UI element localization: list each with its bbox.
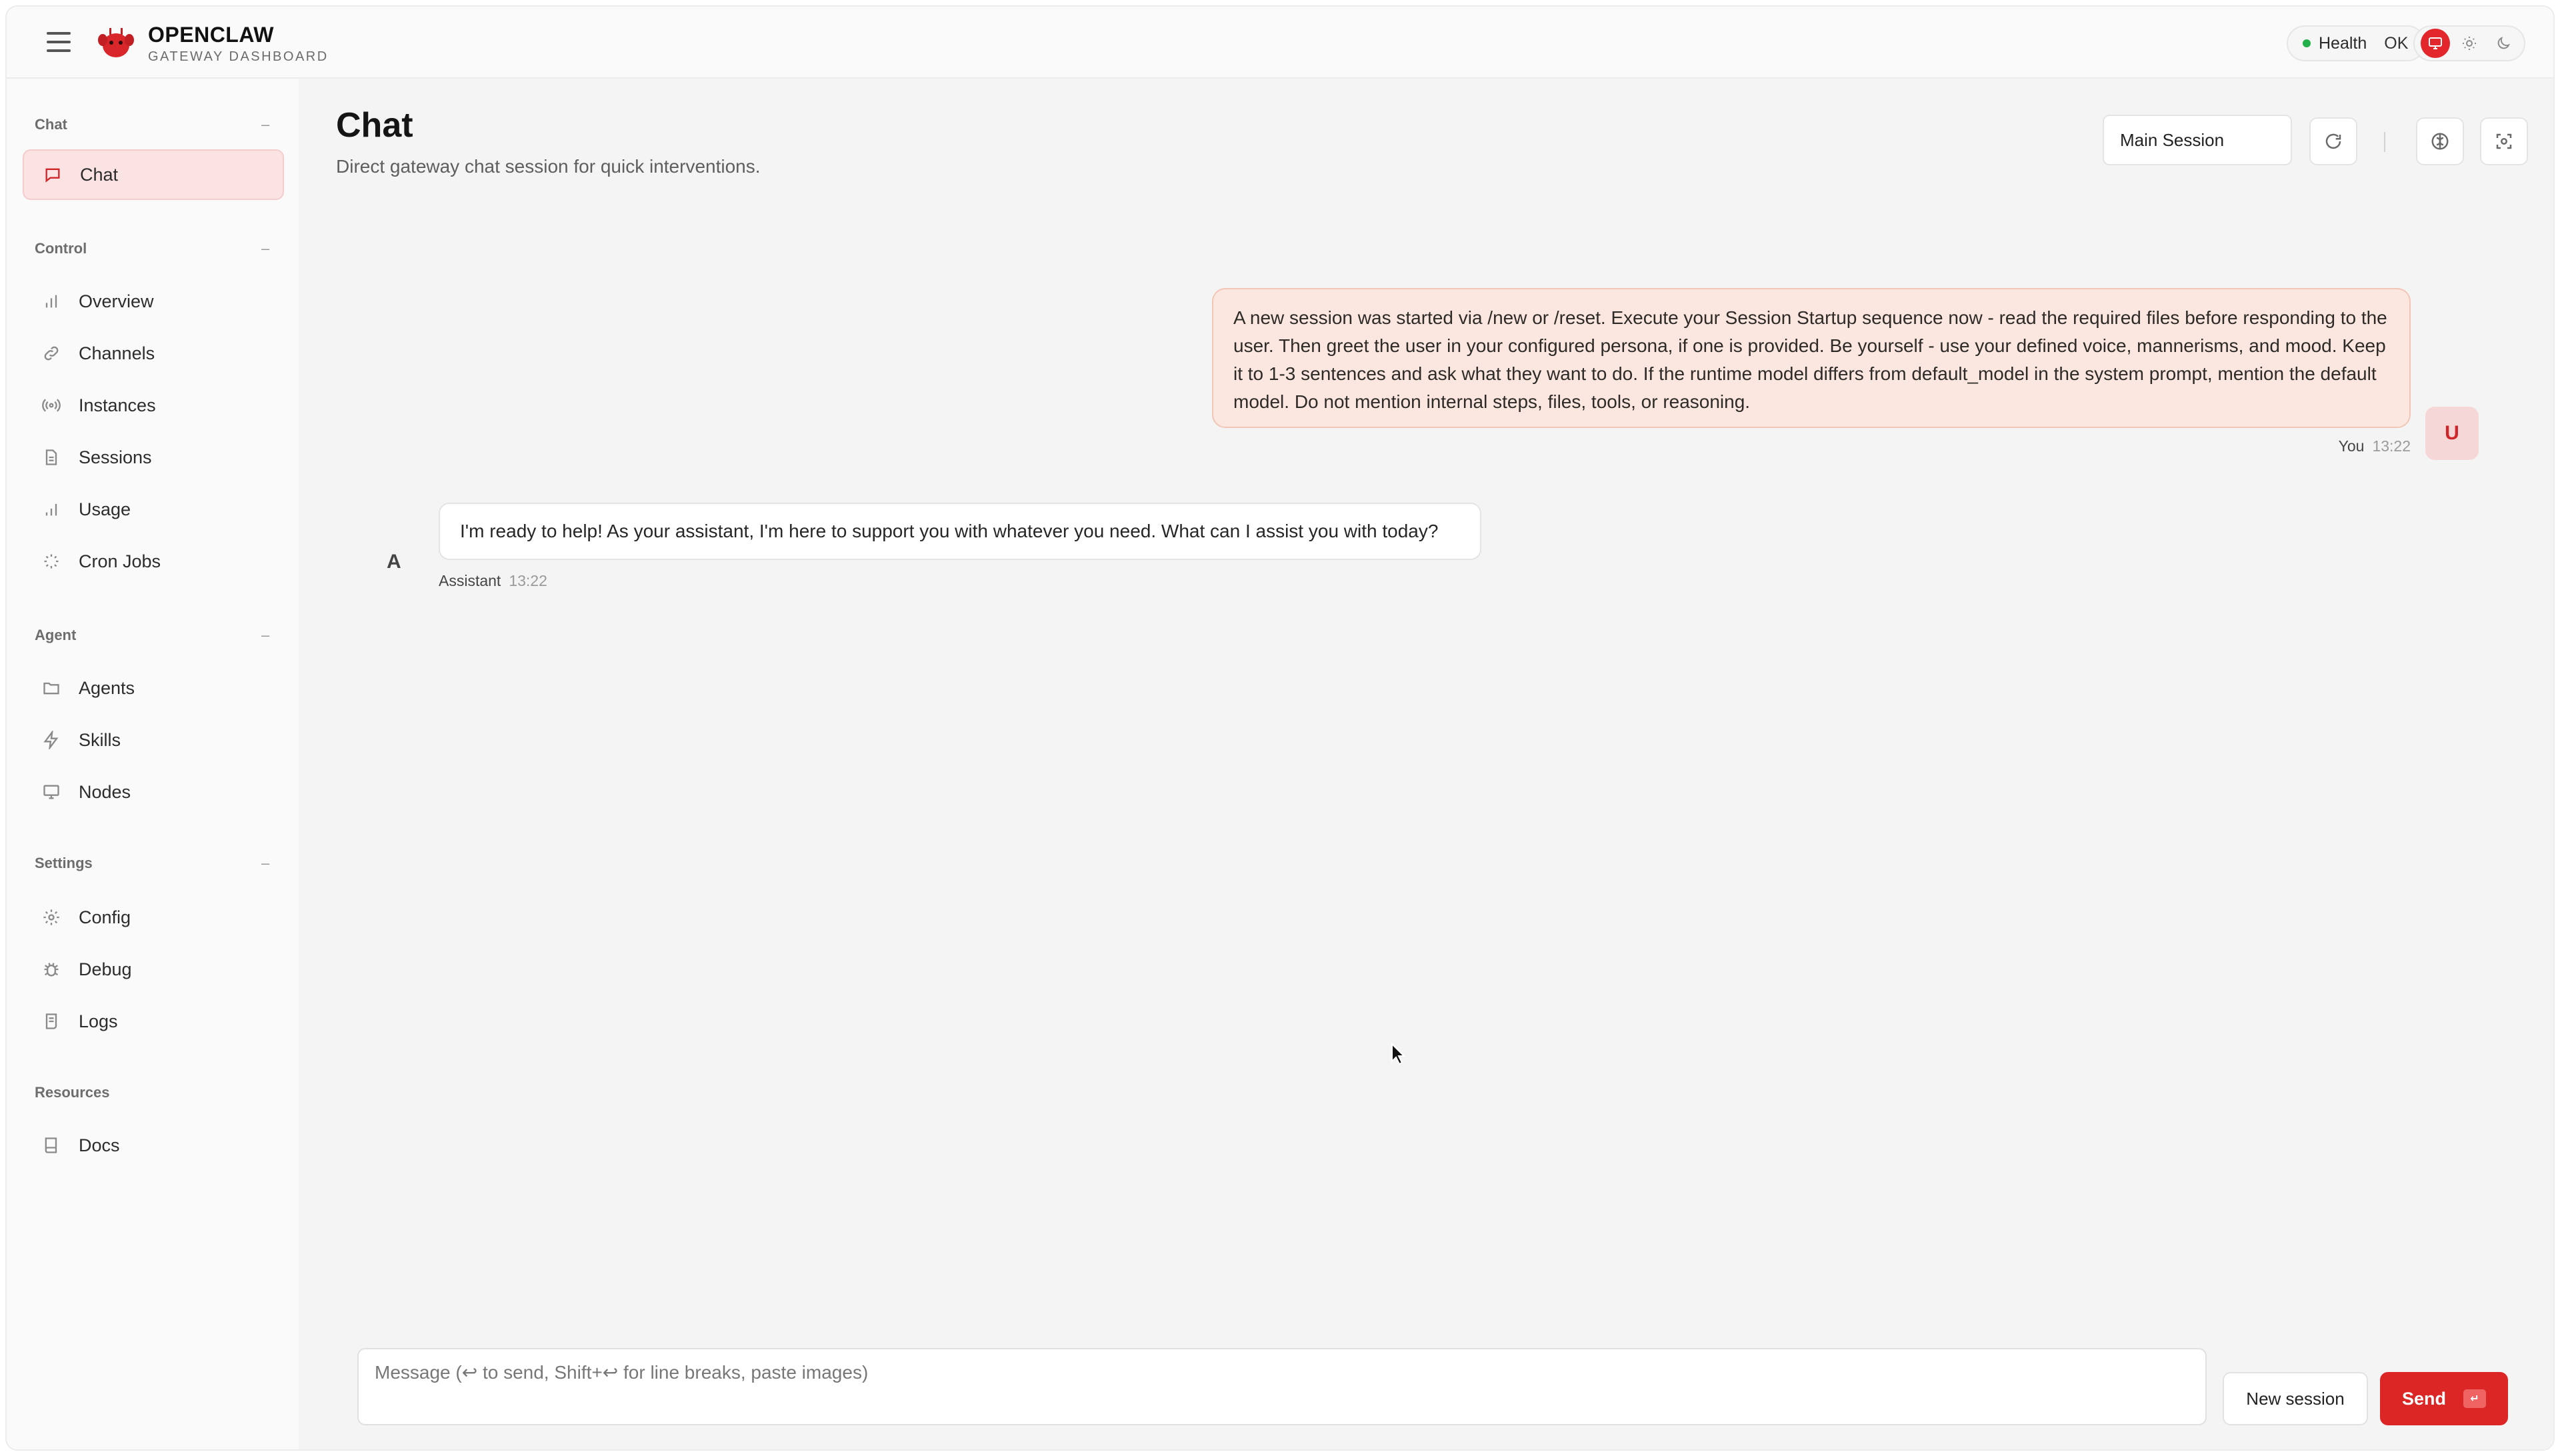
sidebar-item-label: Agents <box>79 677 135 698</box>
sidebar-group-settings: Settings <box>35 855 93 871</box>
message-author: You <box>2338 437 2365 455</box>
health-label: Health <box>2319 33 2367 53</box>
sidebar-item-overview[interactable] <box>23 276 284 327</box>
brain-icon <box>2430 131 2450 151</box>
sidebar-item-nodes[interactable] <box>23 767 284 817</box>
assistant-message-meta <box>439 572 547 590</box>
session-select[interactable]: Main Session <box>2103 115 2292 165</box>
sidebar-group-control: Control <box>35 240 87 257</box>
sidebar <box>7 79 299 1451</box>
page-title: Chat <box>336 106 413 145</box>
bar-chart-icon <box>41 291 61 311</box>
sidebar-group-chat: Chat <box>35 116 67 133</box>
monitor-icon <box>41 782 61 802</box>
collapse-settings-group-button[interactable]: – <box>261 855 270 871</box>
message-author: Assistant <box>439 572 501 589</box>
health-status-dot-icon <box>2303 39 2311 47</box>
sidebar-group-resources: Resources <box>35 1084 110 1101</box>
sun-icon <box>2461 35 2477 51</box>
document-icon <box>41 447 61 467</box>
sidebar-item-label: Nodes <box>79 781 131 802</box>
sidebar-item-docs[interactable] <box>23 1120 284 1171</box>
sidebar-item-usage[interactable] <box>23 484 284 535</box>
app-window <box>5 5 2555 1451</box>
mouse-pointer-icon <box>1391 1043 1405 1065</box>
sidebar-item-label: Cron Jobs <box>79 551 161 571</box>
sidebar-item-label: Docs <box>79 1135 120 1155</box>
broadcast-icon <box>41 395 61 415</box>
bug-icon <box>41 959 61 979</box>
message-composer <box>357 1348 2207 1425</box>
toolbar-divider <box>2384 132 2385 152</box>
sidebar-item-label: Usage <box>79 499 131 519</box>
assistant-message-bubble: I'm ready to help! As your assistant, I'm here to support you with whatever you need. What can I assist you with today? <box>439 503 1481 560</box>
new-session-button[interactable]: New session <box>2223 1372 2368 1425</box>
bar-chart-icon <box>41 499 61 519</box>
book-icon <box>41 1135 61 1155</box>
monitor-icon <box>2427 35 2443 51</box>
moon-icon <box>2495 35 2511 51</box>
theme-light-button[interactable] <box>2455 29 2484 58</box>
collapse-chat-group-button[interactable]: – <box>261 116 270 133</box>
sidebar-item-label: Chat <box>80 164 119 185</box>
sidebar-item-agents[interactable] <box>23 663 284 713</box>
sidebar-item-label: Overview <box>79 291 154 311</box>
link-icon <box>41 343 61 363</box>
loader-icon <box>41 551 61 571</box>
message-input[interactable] <box>359 1349 2205 1424</box>
sidebar-item-debug[interactable] <box>23 944 284 995</box>
sidebar-item-label: Sessions <box>79 447 152 467</box>
openclaw-logo <box>96 23 136 63</box>
sidebar-item-instances[interactable] <box>23 380 284 431</box>
thinking-toggle-button[interactable] <box>2416 117 2464 165</box>
sidebar-item-label: Debug <box>79 959 132 979</box>
collapse-agent-group-button[interactable]: – <box>261 627 270 643</box>
message-time: 13:22 <box>2372 437 2411 455</box>
theme-dark-button[interactable] <box>2489 29 2518 58</box>
health-badge[interactable] <box>2287 25 2425 61</box>
focus-icon <box>2494 131 2514 151</box>
sidebar-item-label: Skills <box>79 729 121 750</box>
health-status: OK <box>2384 33 2409 53</box>
folder-icon <box>41 678 61 698</box>
bolt-icon <box>41 730 61 750</box>
theme-system-button[interactable] <box>2421 29 2450 58</box>
menu-icon[interactable] <box>47 32 71 52</box>
scroll-icon <box>41 1011 61 1031</box>
avatar: A <box>387 551 401 573</box>
sidebar-item-logs[interactable] <box>23 996 284 1047</box>
sidebar-item-config[interactable] <box>23 892 284 943</box>
page-subtitle: Direct gateway chat session for quick interventions. <box>336 156 761 177</box>
message-time: 13:22 <box>509 572 547 589</box>
sidebar-item-label: Channels <box>79 343 155 363</box>
brand-name: OPENCLAW <box>148 23 274 47</box>
sidebar-item-chat[interactable] <box>23 149 284 200</box>
sidebar-item-label: Config <box>79 907 131 927</box>
sidebar-item-channels[interactable] <box>23 328 284 379</box>
refresh-button[interactable] <box>2309 117 2357 165</box>
gear-icon <box>41 907 61 927</box>
sidebar-group-agent: Agent <box>35 627 77 643</box>
sidebar-item-label: Instances <box>79 395 156 415</box>
sidebar-item-label: Logs <box>79 1011 118 1031</box>
enter-key-icon: ↵ <box>2463 1389 2486 1408</box>
theme-toggle <box>2413 25 2525 61</box>
user-message-meta <box>2332 437 2411 455</box>
collapse-control-group-button[interactable]: – <box>261 240 270 257</box>
user-message-bubble: A new session was started via /new or /reset. Execute your Session Startup sequence now - read the required files before responding to the user. Then greet the user in your configured persona, if one is provided. Be yourself - use your defined voice, mannerisms, and mood. Keep it to 1-3 sentences and ask what they want to do. If the runtime model differs from default_model in the system prompt, mention the default model. Do not mention internal steps, files, tools, or reasoning. <box>1212 288 2411 428</box>
brand-subtitle: GATEWAY DASHBOARD <box>148 49 329 64</box>
avatar: U <box>2425 407 2479 460</box>
sidebar-item-skills[interactable] <box>23 715 284 765</box>
send-button-label: Send <box>2401 1388 2446 1409</box>
message-icon <box>43 165 63 185</box>
top-bar <box>7 7 2553 79</box>
sidebar-item-sessions[interactable] <box>23 432 284 483</box>
refresh-icon <box>2323 131 2343 151</box>
sidebar-item-cron-jobs[interactable] <box>23 536 284 587</box>
focus-mode-button[interactable] <box>2480 117 2528 165</box>
main-content <box>299 79 2555 1451</box>
send-button[interactable] <box>2380 1372 2508 1425</box>
